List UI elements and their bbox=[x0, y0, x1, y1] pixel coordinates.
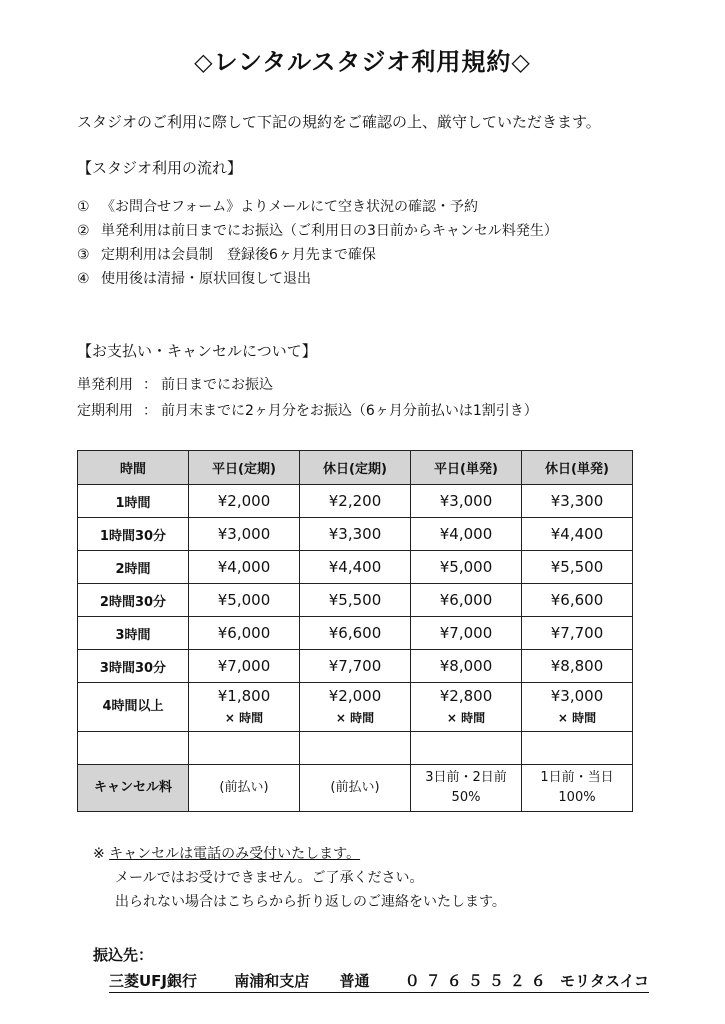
list-item: ② 単発利用は前日までにお振込（ご利用日の3日前からキャンセル料発生） bbox=[77, 223, 558, 239]
note-line bbox=[93, 842, 506, 866]
flow-list bbox=[77, 195, 558, 291]
table-row-empty bbox=[78, 732, 633, 765]
cancel-fee-cell: (前払い) bbox=[189, 765, 300, 812]
payment-heading: 【お支払い・キャンセルについて】 bbox=[77, 342, 317, 360]
cancel-fee-label: キャンセル料 bbox=[78, 765, 189, 812]
bank-label: 振込先： bbox=[93, 946, 154, 964]
price-cell: ¥1,800 × 時間 bbox=[189, 683, 300, 732]
price-cell: ¥5,500 bbox=[522, 551, 633, 584]
duration-cell: 1時間 bbox=[78, 485, 189, 518]
price-cell: ¥6,000 bbox=[189, 617, 300, 650]
table-row bbox=[78, 617, 633, 650]
price-cell: ¥4,400 bbox=[522, 518, 633, 551]
account-number: ０７６５５２６ bbox=[404, 972, 552, 990]
table-row bbox=[78, 683, 633, 732]
column-header: 休日(単発) bbox=[522, 451, 633, 485]
duration-cell: 2時間30分 bbox=[78, 584, 189, 617]
list-item: ① 《お問合せフォーム》よりメールにて空き状況の確認・予約 bbox=[77, 199, 479, 215]
duration-cell: 1時間30分 bbox=[78, 518, 189, 551]
note-line: メールではお受けできません。ご了承ください。 bbox=[115, 870, 424, 886]
price-cell: ¥7,000 bbox=[189, 650, 300, 683]
list-item: ③ 定期利用は会員制 登録後6ヶ月先まで確保 bbox=[77, 247, 376, 263]
price-cell: ¥7,000 bbox=[411, 617, 522, 650]
cancel-notes bbox=[93, 842, 506, 914]
table-row bbox=[78, 518, 633, 551]
price-cell: ¥6,600 bbox=[522, 584, 633, 617]
price-cell: ¥3,000 × 時間 bbox=[522, 683, 633, 732]
note-mark: ※ bbox=[93, 846, 105, 862]
cancel-fee-cell: 1日前・当日 100% bbox=[522, 765, 633, 812]
price-cell: ¥5,000 bbox=[189, 584, 300, 617]
column-header: 平日(定期) bbox=[189, 451, 300, 485]
price-cell: ¥7,700 bbox=[300, 650, 411, 683]
price-cell: ¥6,000 bbox=[411, 584, 522, 617]
cancel-fee-cell: (前払い) bbox=[300, 765, 411, 812]
list-item-text: 単発利用は前日までにお振込（ご利用日の3日前からキャンセル料発生） bbox=[101, 223, 558, 239]
price-cell: ¥5,000 bbox=[411, 551, 522, 584]
price-cell: ¥3,000 bbox=[189, 518, 300, 551]
price-cell: ¥6,600 bbox=[300, 617, 411, 650]
list-item-text: 定期利用は会員制 登録後6ヶ月先まで確保 bbox=[101, 247, 376, 263]
price-cell: ¥4,000 bbox=[411, 518, 522, 551]
price-cell: ¥7,700 bbox=[522, 617, 633, 650]
account-type: 普通 bbox=[339, 972, 370, 990]
column-header: 休日(定期) bbox=[300, 451, 411, 485]
column-header: 平日(単発) bbox=[411, 451, 522, 485]
table-header-row bbox=[78, 451, 633, 485]
price-cell: ¥8,800 bbox=[522, 650, 633, 683]
cancel-fee-cell: 3日前・2日前 50% bbox=[411, 765, 522, 812]
price-cell: ¥3,300 bbox=[300, 518, 411, 551]
intro-text: スタジオのご利用に際して下記の規約をご確認の上、厳守していただきます。 bbox=[77, 113, 601, 131]
note-text: キャンセルは電話のみ受付いたします。 bbox=[109, 846, 361, 862]
table-row bbox=[78, 485, 633, 518]
flow-heading: 【スタジオ利用の流れ】 bbox=[77, 159, 243, 177]
duration-cell: 3時間30分 bbox=[78, 650, 189, 683]
price-cell: ¥2,800 × 時間 bbox=[411, 683, 522, 732]
price-cell: ¥4,000 bbox=[189, 551, 300, 584]
page-title: ◇レンタルスタジオ利用規約◇ bbox=[194, 48, 531, 76]
duration-cell: 3時間 bbox=[78, 617, 189, 650]
price-cell: ¥4,400 bbox=[300, 551, 411, 584]
list-item-text: 《お問合せフォーム》よりメールにて空き状況の確認・予約 bbox=[101, 199, 479, 215]
price-cell: ¥3,000 bbox=[411, 485, 522, 518]
duration-cell: 2時間 bbox=[78, 551, 189, 584]
price-cell: ¥2,000 bbox=[189, 485, 300, 518]
table-row bbox=[78, 650, 633, 683]
bank-name: 三菱UFJ銀行 bbox=[109, 972, 198, 990]
price-table bbox=[77, 450, 633, 812]
price-cell: ¥2,200 bbox=[300, 485, 411, 518]
price-cell: ¥2,000 × 時間 bbox=[300, 683, 411, 732]
bank-account-info bbox=[109, 970, 649, 993]
cancel-fee-row bbox=[78, 765, 633, 812]
payment-single: 単発利用 ： 前日までにお振込 bbox=[77, 377, 273, 393]
account-holder: モリタスイコ bbox=[559, 972, 650, 990]
bank-branch: 南浦和支店 bbox=[234, 972, 310, 990]
list-item: ④ 使用後は清掃・原状回復して退出 bbox=[77, 271, 311, 287]
list-item-text: 使用後は清掃・原状回復して退出 bbox=[101, 271, 311, 287]
payment-terms bbox=[77, 372, 538, 424]
column-header: 時間 bbox=[78, 451, 189, 485]
price-cell: ¥5,500 bbox=[300, 584, 411, 617]
table-row bbox=[78, 584, 633, 617]
price-cell: ¥8,000 bbox=[411, 650, 522, 683]
note-line: 出られない場合はこちらから折り返しのご連絡をいたします。 bbox=[115, 894, 506, 910]
payment-regular: 定期利用 ： 前月末までに2ヶ月分をお振込（6ヶ月分前払いは1割引き） bbox=[77, 403, 538, 419]
price-cell: ¥3,300 bbox=[522, 485, 633, 518]
table-row bbox=[78, 551, 633, 584]
duration-cell: 4時間以上 bbox=[78, 683, 189, 732]
